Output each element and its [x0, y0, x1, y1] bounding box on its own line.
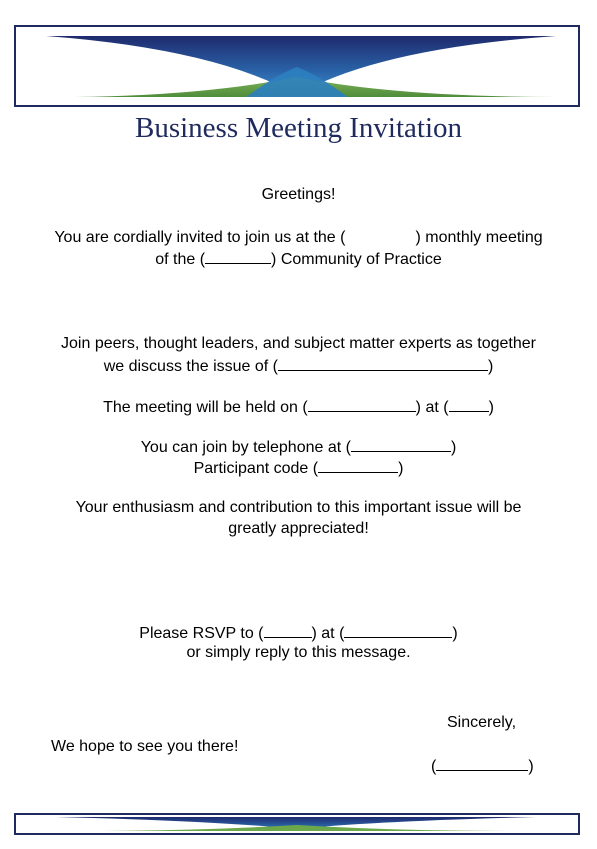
issue-blank: [278, 354, 488, 371]
phone-blank: [351, 435, 451, 452]
join-line-1: Join peers, thought leaders, and subject matter experts as together: [61, 335, 536, 352]
meeting-text-2: ) at (: [415, 399, 449, 416]
code-text: Participant code (: [193, 460, 319, 477]
signature-blank: [436, 754, 528, 771]
signature-close: ): [528, 758, 534, 775]
invite-line-1: [0, 226, 597, 248]
rsvp-text-2: ) at (: [311, 625, 345, 642]
join-line-2: [0, 354, 597, 377]
footer-banner: [14, 813, 580, 835]
code-close: ): [398, 460, 404, 477]
enthusiasm-line-2: greatly appreciated!: [228, 520, 369, 537]
signature-open: (: [431, 758, 437, 775]
hope-line: We hope to see you there!: [51, 738, 239, 755]
sincerely: Sincerely,: [447, 714, 517, 731]
rsvp-text-1: Please RSVP to (: [139, 625, 264, 642]
invite-text-1: You are cordially invited to join us at the (: [54, 229, 346, 246]
participant-code-line: [0, 456, 597, 479]
rsvp-line: [0, 621, 597, 644]
join-text: we discuss the issue of (: [103, 358, 278, 375]
page-title: Business Meeting Invitation: [134, 112, 463, 144]
header-banner: [14, 25, 580, 107]
meeting-text-1: The meeting will be held on (: [103, 399, 308, 416]
greeting: Greetings!: [261, 186, 336, 203]
meeting-text-3: ): [488, 399, 494, 416]
date-blank: [308, 395, 416, 412]
invite-text-2: ) monthly meeting: [415, 229, 543, 246]
rsvp-contact-blank: [344, 621, 452, 638]
code-blank: [318, 456, 398, 473]
telephone-close: ): [450, 439, 457, 456]
rsvp-text-3: ): [452, 625, 458, 642]
enthusiasm-line-1: Your enthusiasm and contribution to this important issue will be: [75, 499, 522, 516]
telephone-text: You can join by telephone at (: [140, 439, 351, 456]
telephone-line: [0, 435, 597, 458]
org-blank: [345, 226, 415, 242]
invite-line-2: [0, 247, 597, 270]
footer-banner-graphic: [16, 815, 578, 833]
meeting-line: [0, 395, 597, 418]
rsvp-name-blank: [264, 621, 312, 638]
header-banner-graphic: [16, 27, 578, 105]
rsvp-line-2: or simply reply to this message.: [186, 644, 411, 661]
time-blank: [449, 395, 489, 412]
signature-line: [431, 754, 534, 777]
invite-text-3: of the (: [155, 251, 206, 268]
community-blank: [205, 247, 271, 264]
join-close: ): [487, 358, 494, 375]
invite-text-4: ) Community of Practice: [271, 251, 442, 268]
